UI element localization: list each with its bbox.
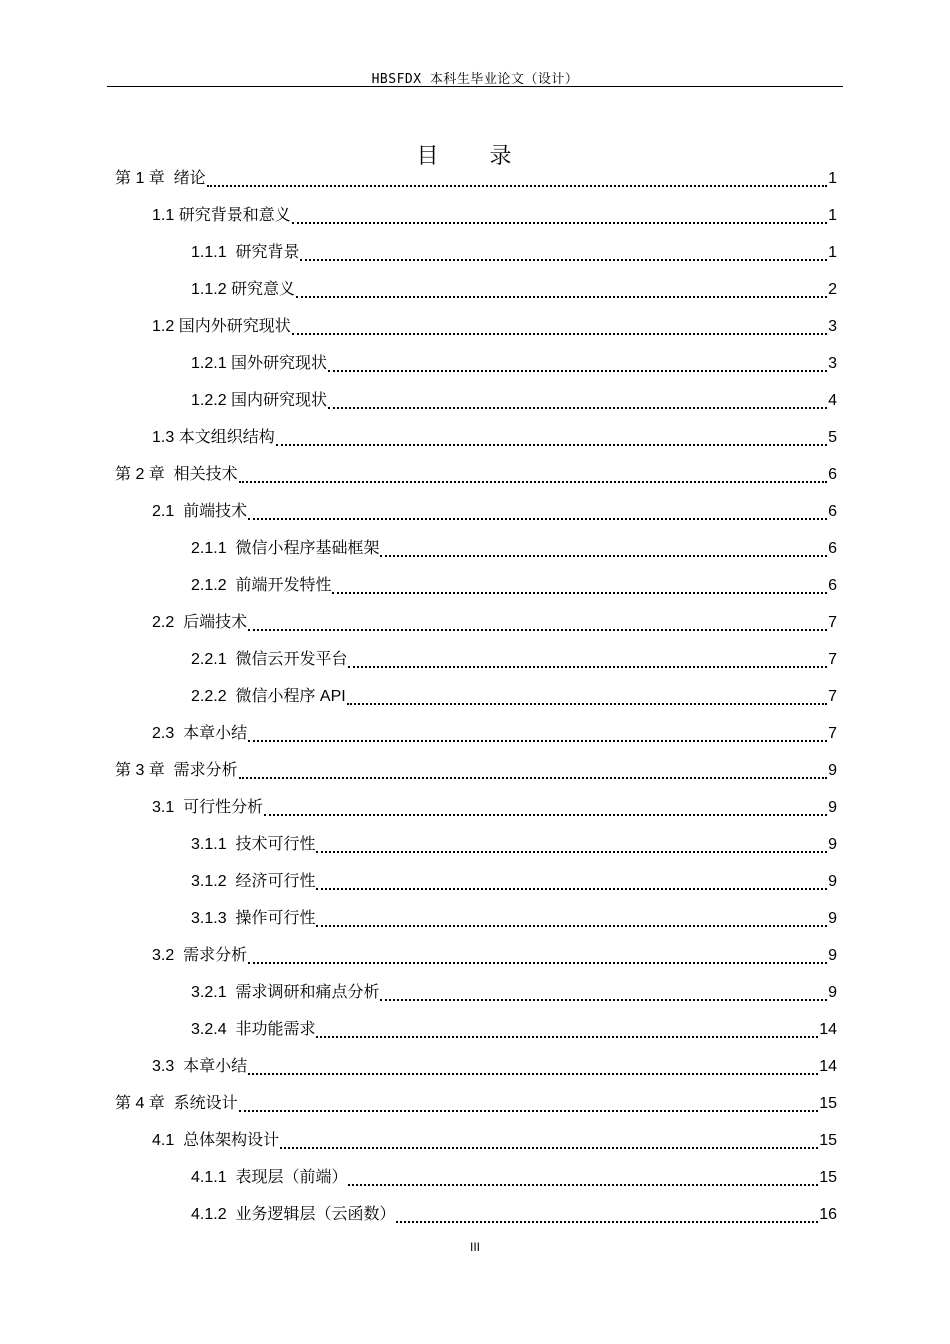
toc-entry[interactable] bbox=[115, 567, 837, 604]
toc-entry-page: 1 bbox=[828, 207, 837, 224]
toc-entry-page: 9 bbox=[828, 799, 837, 816]
toc-dot-leader bbox=[239, 1110, 819, 1112]
toc-entry-label: 1.1.1 研究背景 bbox=[191, 244, 300, 261]
toc-entry[interactable] bbox=[115, 863, 837, 900]
toc-entry[interactable] bbox=[115, 974, 837, 1011]
toc-entry-page: 14 bbox=[819, 1021, 837, 1038]
toc-entry[interactable] bbox=[115, 715, 837, 752]
toc-entry-page: 5 bbox=[828, 429, 837, 446]
toc-entry-label: 1.2 国内外研究现状 bbox=[152, 318, 291, 335]
toc-entry-page: 2 bbox=[828, 281, 837, 298]
toc-entry-label: 1.2.1 国外研究现状 bbox=[191, 355, 328, 372]
toc-entry[interactable] bbox=[115, 789, 837, 826]
toc-dot-leader bbox=[328, 407, 827, 409]
toc-dot-leader bbox=[316, 925, 827, 927]
toc-dot-leader bbox=[300, 259, 827, 261]
toc-entry[interactable] bbox=[115, 1048, 837, 1085]
toc-entry-page: 7 bbox=[828, 725, 837, 742]
toc-entry[interactable] bbox=[115, 678, 837, 715]
toc-entry-page: 9 bbox=[828, 762, 837, 779]
toc-entry-page: 6 bbox=[828, 577, 837, 594]
toc-entry-page: 4 bbox=[828, 392, 837, 409]
toc-dot-leader bbox=[207, 185, 827, 187]
toc-entry-page: 6 bbox=[828, 466, 837, 483]
toc-dot-leader bbox=[292, 222, 827, 224]
toc-entry-page: 7 bbox=[828, 688, 837, 705]
toc-dot-leader bbox=[248, 962, 827, 964]
toc-entry-page: 14 bbox=[819, 1058, 837, 1075]
toc-entry[interactable] bbox=[115, 530, 837, 567]
toc-dot-leader bbox=[292, 333, 827, 335]
toc-dot-leader bbox=[347, 703, 827, 705]
toc-entry-label: 1.1.2 研究意义 bbox=[191, 281, 296, 298]
toc-entry-page: 9 bbox=[828, 947, 837, 964]
toc-entry-label: 3.1.3 操作可行性 bbox=[191, 910, 316, 927]
toc-entry-page: 6 bbox=[828, 503, 837, 520]
toc-dot-leader bbox=[348, 1184, 818, 1186]
page-header: HBSFDX 本科生毕业论文（设计） bbox=[371, 72, 579, 87]
toc-entry[interactable] bbox=[115, 197, 837, 234]
toc-entry-label: 4.1 总体架构设计 bbox=[152, 1132, 280, 1149]
toc-entry-label: 4.1.1 表现层（前端） bbox=[191, 1169, 348, 1186]
toc-entry[interactable] bbox=[115, 308, 837, 345]
toc-entry[interactable] bbox=[115, 345, 837, 382]
toc-entry[interactable] bbox=[115, 160, 837, 197]
toc-entry-label: 2.1.2 前端开发特性 bbox=[191, 577, 332, 594]
page-number: III bbox=[469, 1240, 480, 1254]
toc-entry-label: 1.3 本文组织结构 bbox=[152, 429, 275, 446]
toc-entry-page: 6 bbox=[828, 540, 837, 557]
toc-entry-page: 15 bbox=[819, 1095, 837, 1112]
toc-entry-label: 3.3 本章小结 bbox=[152, 1058, 248, 1075]
toc-entry-label: 2.2 后端技术 bbox=[152, 614, 248, 631]
toc-entry[interactable] bbox=[115, 937, 837, 974]
toc-entry-page: 15 bbox=[819, 1169, 837, 1186]
toc-entry-label: 3.1 可行性分析 bbox=[152, 799, 264, 816]
toc-entry[interactable] bbox=[115, 604, 837, 641]
toc-entry-page: 7 bbox=[828, 651, 837, 668]
toc-entry[interactable] bbox=[115, 641, 837, 678]
toc-entry-label: 3.2.4 非功能需求 bbox=[191, 1021, 316, 1038]
header-rule bbox=[107, 86, 843, 87]
toc-entry-label: 第 4 章 系统设计 bbox=[115, 1095, 238, 1112]
toc-dot-leader bbox=[248, 629, 827, 631]
toc-entry-label: 1.2.2 国内研究现状 bbox=[191, 392, 328, 409]
toc-dot-leader bbox=[248, 740, 827, 742]
toc-entry-page: 9 bbox=[828, 836, 837, 853]
toc-dot-leader bbox=[316, 851, 827, 853]
toc-dot-leader bbox=[332, 592, 827, 594]
toc-dot-leader bbox=[280, 1147, 818, 1149]
toc-dot-leader bbox=[380, 555, 827, 557]
toc-entry-page: 9 bbox=[828, 873, 837, 890]
toc-dot-leader bbox=[276, 444, 827, 446]
toc-dot-leader bbox=[248, 518, 827, 520]
toc-entry-label: 2.2.2 微信小程序 API bbox=[191, 688, 346, 705]
toc-entry-page: 1 bbox=[828, 170, 837, 187]
toc-dot-leader bbox=[316, 888, 827, 890]
toc-entry[interactable] bbox=[115, 419, 837, 456]
toc-entry-page: 16 bbox=[819, 1206, 837, 1223]
toc-title: 目 录 bbox=[416, 143, 534, 169]
toc-entry[interactable] bbox=[115, 271, 837, 308]
toc-entry-label: 2.2.1 微信云开发平台 bbox=[191, 651, 348, 668]
toc-dot-leader bbox=[264, 814, 827, 816]
toc-dot-leader bbox=[396, 1221, 818, 1223]
toc-entry[interactable] bbox=[115, 234, 837, 271]
toc-entry-label: 1.1 研究背景和意义 bbox=[152, 207, 291, 224]
toc-entry[interactable] bbox=[115, 826, 837, 863]
toc-dot-leader bbox=[239, 777, 827, 779]
toc-dot-leader bbox=[348, 666, 827, 668]
toc-entry[interactable] bbox=[115, 900, 837, 937]
toc-entry[interactable] bbox=[115, 1011, 837, 1048]
toc-entry-label: 3.2 需求分析 bbox=[152, 947, 248, 964]
toc-entry-label: 第 3 章 需求分析 bbox=[115, 762, 238, 779]
toc-dot-leader bbox=[248, 1073, 818, 1075]
toc-entry-label: 3.2.1 需求调研和痛点分析 bbox=[191, 984, 380, 1001]
toc-entry-label: 4.1.2 业务逻辑层（云函数） bbox=[191, 1206, 396, 1223]
toc-dot-leader bbox=[316, 1036, 818, 1038]
toc-dot-leader bbox=[380, 999, 827, 1001]
toc-entry[interactable] bbox=[115, 1159, 837, 1196]
toc-entry[interactable] bbox=[115, 1196, 837, 1233]
toc-entry-label: 第 1 章 绪论 bbox=[115, 170, 206, 187]
toc-entry-page: 3 bbox=[828, 318, 837, 335]
toc-entry-page: 15 bbox=[819, 1132, 837, 1149]
toc-entry[interactable] bbox=[115, 493, 837, 530]
toc-entry-page: 1 bbox=[828, 244, 837, 261]
toc-entry-page: 9 bbox=[828, 910, 837, 927]
toc-entry[interactable] bbox=[115, 382, 837, 419]
toc-entry-page: 3 bbox=[828, 355, 837, 372]
toc-dot-leader bbox=[296, 296, 827, 298]
toc-entry-label: 3.1.1 技术可行性 bbox=[191, 836, 316, 853]
toc-entry-label: 2.1.1 微信小程序基础框架 bbox=[191, 540, 380, 557]
toc-dot-leader bbox=[328, 370, 827, 372]
toc-entry-page: 7 bbox=[828, 614, 837, 631]
toc-dot-leader bbox=[239, 481, 827, 483]
toc-entry-label: 2.3 本章小结 bbox=[152, 725, 248, 742]
toc-entry-label: 第 2 章 相关技术 bbox=[115, 466, 238, 483]
toc-entry-label: 3.1.2 经济可行性 bbox=[191, 873, 316, 890]
toc-entry[interactable] bbox=[115, 752, 837, 789]
toc-entry-page: 9 bbox=[828, 984, 837, 1001]
table-of-contents bbox=[115, 160, 837, 1233]
toc-entry[interactable] bbox=[115, 1085, 837, 1122]
toc-entry[interactable] bbox=[115, 1122, 837, 1159]
toc-entry[interactable] bbox=[115, 456, 837, 493]
toc-entry-label: 2.1 前端技术 bbox=[152, 503, 248, 520]
